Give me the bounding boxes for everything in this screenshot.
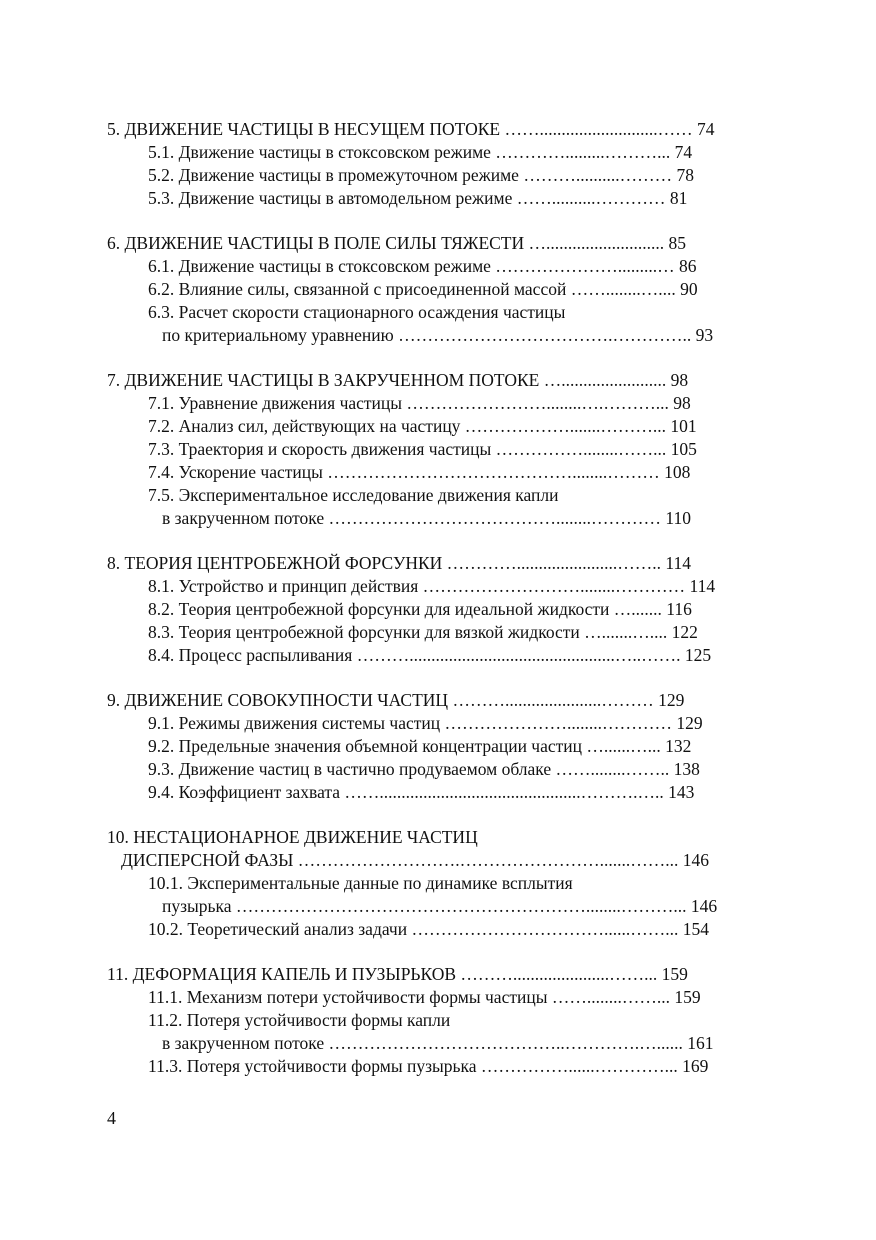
toc-subsection-entry: [107, 461, 767, 484]
toc-chapter-entry: [107, 963, 767, 986]
toc-subsection-entry: [107, 392, 767, 415]
toc-subsection-entry: [107, 1055, 767, 1078]
toc-subsection-entry: [107, 918, 767, 941]
toc-entry-text: 11.1. Механизм потери устойчивости формы частицы ……........……... 159: [148, 987, 701, 1007]
toc-entry-text: 8.2. Теория центробежной форсунки для идеальной жидкости …....... 116: [148, 599, 692, 619]
toc-entry-text: 5. ДВИЖЕНИЕ ЧАСТИЦЫ В НЕСУЩЕМ ПОТОКЕ ……...........................…… 74: [107, 119, 715, 139]
toc-subsection-entry: [107, 278, 767, 301]
toc-entry-text: 6.2. Влияние силы, связанной с присоединенной массой ……........….... 90: [148, 279, 698, 299]
toc-entry-text: 6.3. Расчет скорости стационарного осаждения частицы: [148, 302, 566, 322]
toc-subsection-entry: [107, 164, 767, 187]
page-number: 4: [107, 1108, 116, 1128]
toc-entry-text: по критериальному уравнению ……………………………….………….. 93: [162, 325, 714, 345]
toc-chapter-entry: [107, 232, 767, 255]
toc-entry-text: 7.5. Экспериментальное исследование движения капли: [148, 485, 559, 505]
table-of-contents: [107, 118, 767, 1078]
toc-entry-text: 5.2. Движение частицы в промежуточном режиме ………..........……… 78: [148, 165, 694, 185]
toc-entry-text: 11.3. Потеря устойчивости формы пузырька ……………......…………... 169: [148, 1056, 709, 1076]
toc-entry-text: 11. ДЕФОРМАЦИЯ КАПЕЛЬ И ПУЗЫРЬКОВ ………......................……... 159: [107, 964, 688, 984]
toc-subsection-entry: [107, 484, 767, 507]
toc-chapter-continuation: [107, 849, 767, 872]
toc-entry-text: 9. ДВИЖЕНИЕ СОВОКУПНОСТИ ЧАСТИЦ ………......................……… 129: [107, 690, 685, 710]
toc-entry-text: в закрученном потоке …………………………………..………….…...... 161: [162, 1033, 714, 1053]
toc-entry-text: 6. ДВИЖЕНИЕ ЧАСТИЦЫ В ПОЛЕ СИЛЫ ТЯЖЕСТИ …........................... 85: [107, 233, 687, 253]
toc-entry-text: 7.3. Траектория и скорость движения частицы ……………........……... 105: [148, 439, 697, 459]
section-spacer: [107, 804, 767, 826]
toc-entry-text: 10. НЕСТАЦИОНАРНОЕ ДВИЖЕНИЕ ЧАСТИЦ: [107, 827, 478, 847]
toc-subsection-entry: [107, 255, 767, 278]
toc-entry-text: 8.4. Процесс распыливания ………...............................................…..……. 125: [148, 645, 712, 665]
toc-entry-continuation: [107, 1032, 767, 1055]
section-spacer: [107, 530, 767, 552]
toc-subsection-entry: [107, 141, 767, 164]
toc-entry-text: 8. ТЕОРИЯ ЦЕНТРОБЕЖНОЙ ФОРСУНКИ ………….......................…….. 114: [107, 553, 692, 573]
toc-subsection-entry: [107, 438, 767, 461]
toc-subsection-entry: [107, 415, 767, 438]
toc-entry-text: 5.3. Движение частицы в автомодельном режиме ……..........………… 81: [148, 188, 688, 208]
toc-subsection-entry: [107, 986, 767, 1009]
toc-subsection-entry: [107, 575, 767, 598]
toc-entry-text: пузырька ……………………………………………………........………... 146: [162, 896, 718, 916]
toc-entry-text: 5.1. Движение частицы в стоксовском режиме ………….........………... 74: [148, 142, 693, 162]
toc-chapter-entry: [107, 826, 767, 849]
toc-entry-text: 8.1. Устройство и принцип действия ………………………........………… 114: [148, 576, 716, 596]
toc-entry-text: 10.1. Экспериментальные данные по динамике всплытия: [148, 873, 573, 893]
toc-entry-text: 7.1. Уравнение движения частицы ……………………........….………... 98: [148, 393, 691, 413]
toc-entry-continuation: [107, 507, 767, 530]
toc-entry-text: 8.3. Теория центробежной форсунки для вязкой жидкости ….......….... 122: [148, 622, 698, 642]
toc-entry-text: в закрученном потоке …………………………………........………… 110: [162, 508, 691, 528]
section-spacer: [107, 347, 767, 369]
section-spacer: [107, 210, 767, 232]
toc-chapter-entry: [107, 552, 767, 575]
toc-entry-text: 11.2. Потеря устойчивости формы капли: [148, 1010, 451, 1030]
toc-subsection-entry: [107, 758, 767, 781]
toc-entry-continuation: [107, 324, 767, 347]
toc-entry-text: 9.1. Режимы движения системы частиц …………………........………… 129: [148, 713, 703, 733]
toc-entry-text: 9.2. Предельные значения объемной концентрации частиц …......…... 132: [148, 736, 692, 756]
toc-entry-text: ДИСПЕРСНОЙ ФАЗЫ ……………………….…………………….......……... 146: [121, 850, 710, 870]
toc-chapter-entry: [107, 689, 767, 712]
toc-subsection-entry: [107, 644, 767, 667]
toc-subsection-entry: [107, 872, 767, 895]
toc-subsection-entry: [107, 621, 767, 644]
toc-chapter-entry: [107, 369, 767, 392]
toc-subsection-entry: [107, 735, 767, 758]
toc-entry-text: 7.2. Анализ сил, действующих на частицу ……………….......………... 101: [148, 416, 697, 436]
toc-entry-text: 9.3. Движение частиц в частично продуваемом облаке ……........…….. 138: [148, 759, 700, 779]
section-spacer: [107, 667, 767, 689]
section-spacer: [107, 941, 767, 963]
toc-entry-text: 7. ДВИЖЕНИЕ ЧАСТИЦЫ В ЗАКРУЧЕННОМ ПОТОКЕ …........................ 98: [107, 370, 689, 390]
toc-subsection-entry: [107, 187, 767, 210]
toc-entry-text: 6.1. Движение частицы в стоксовском режиме ………………….........… 86: [148, 256, 697, 276]
toc-chapter-entry: [107, 118, 767, 141]
toc-subsection-entry: [107, 712, 767, 735]
toc-entry-text: 9.4. Коэффициент захвата ……..............................................……….….. 143: [148, 782, 695, 802]
toc-subsection-entry: [107, 301, 767, 324]
toc-entry-text: 10.2. Теоретический анализ задачи ……………………………......……... 154: [148, 919, 709, 939]
toc-subsection-entry: [107, 781, 767, 804]
toc-subsection-entry: [107, 1009, 767, 1032]
toc-subsection-entry: [107, 598, 767, 621]
toc-entry-continuation: [107, 895, 767, 918]
toc-entry-text: 7.4. Ускорение частицы ……………………………………........……… 108: [148, 462, 691, 482]
